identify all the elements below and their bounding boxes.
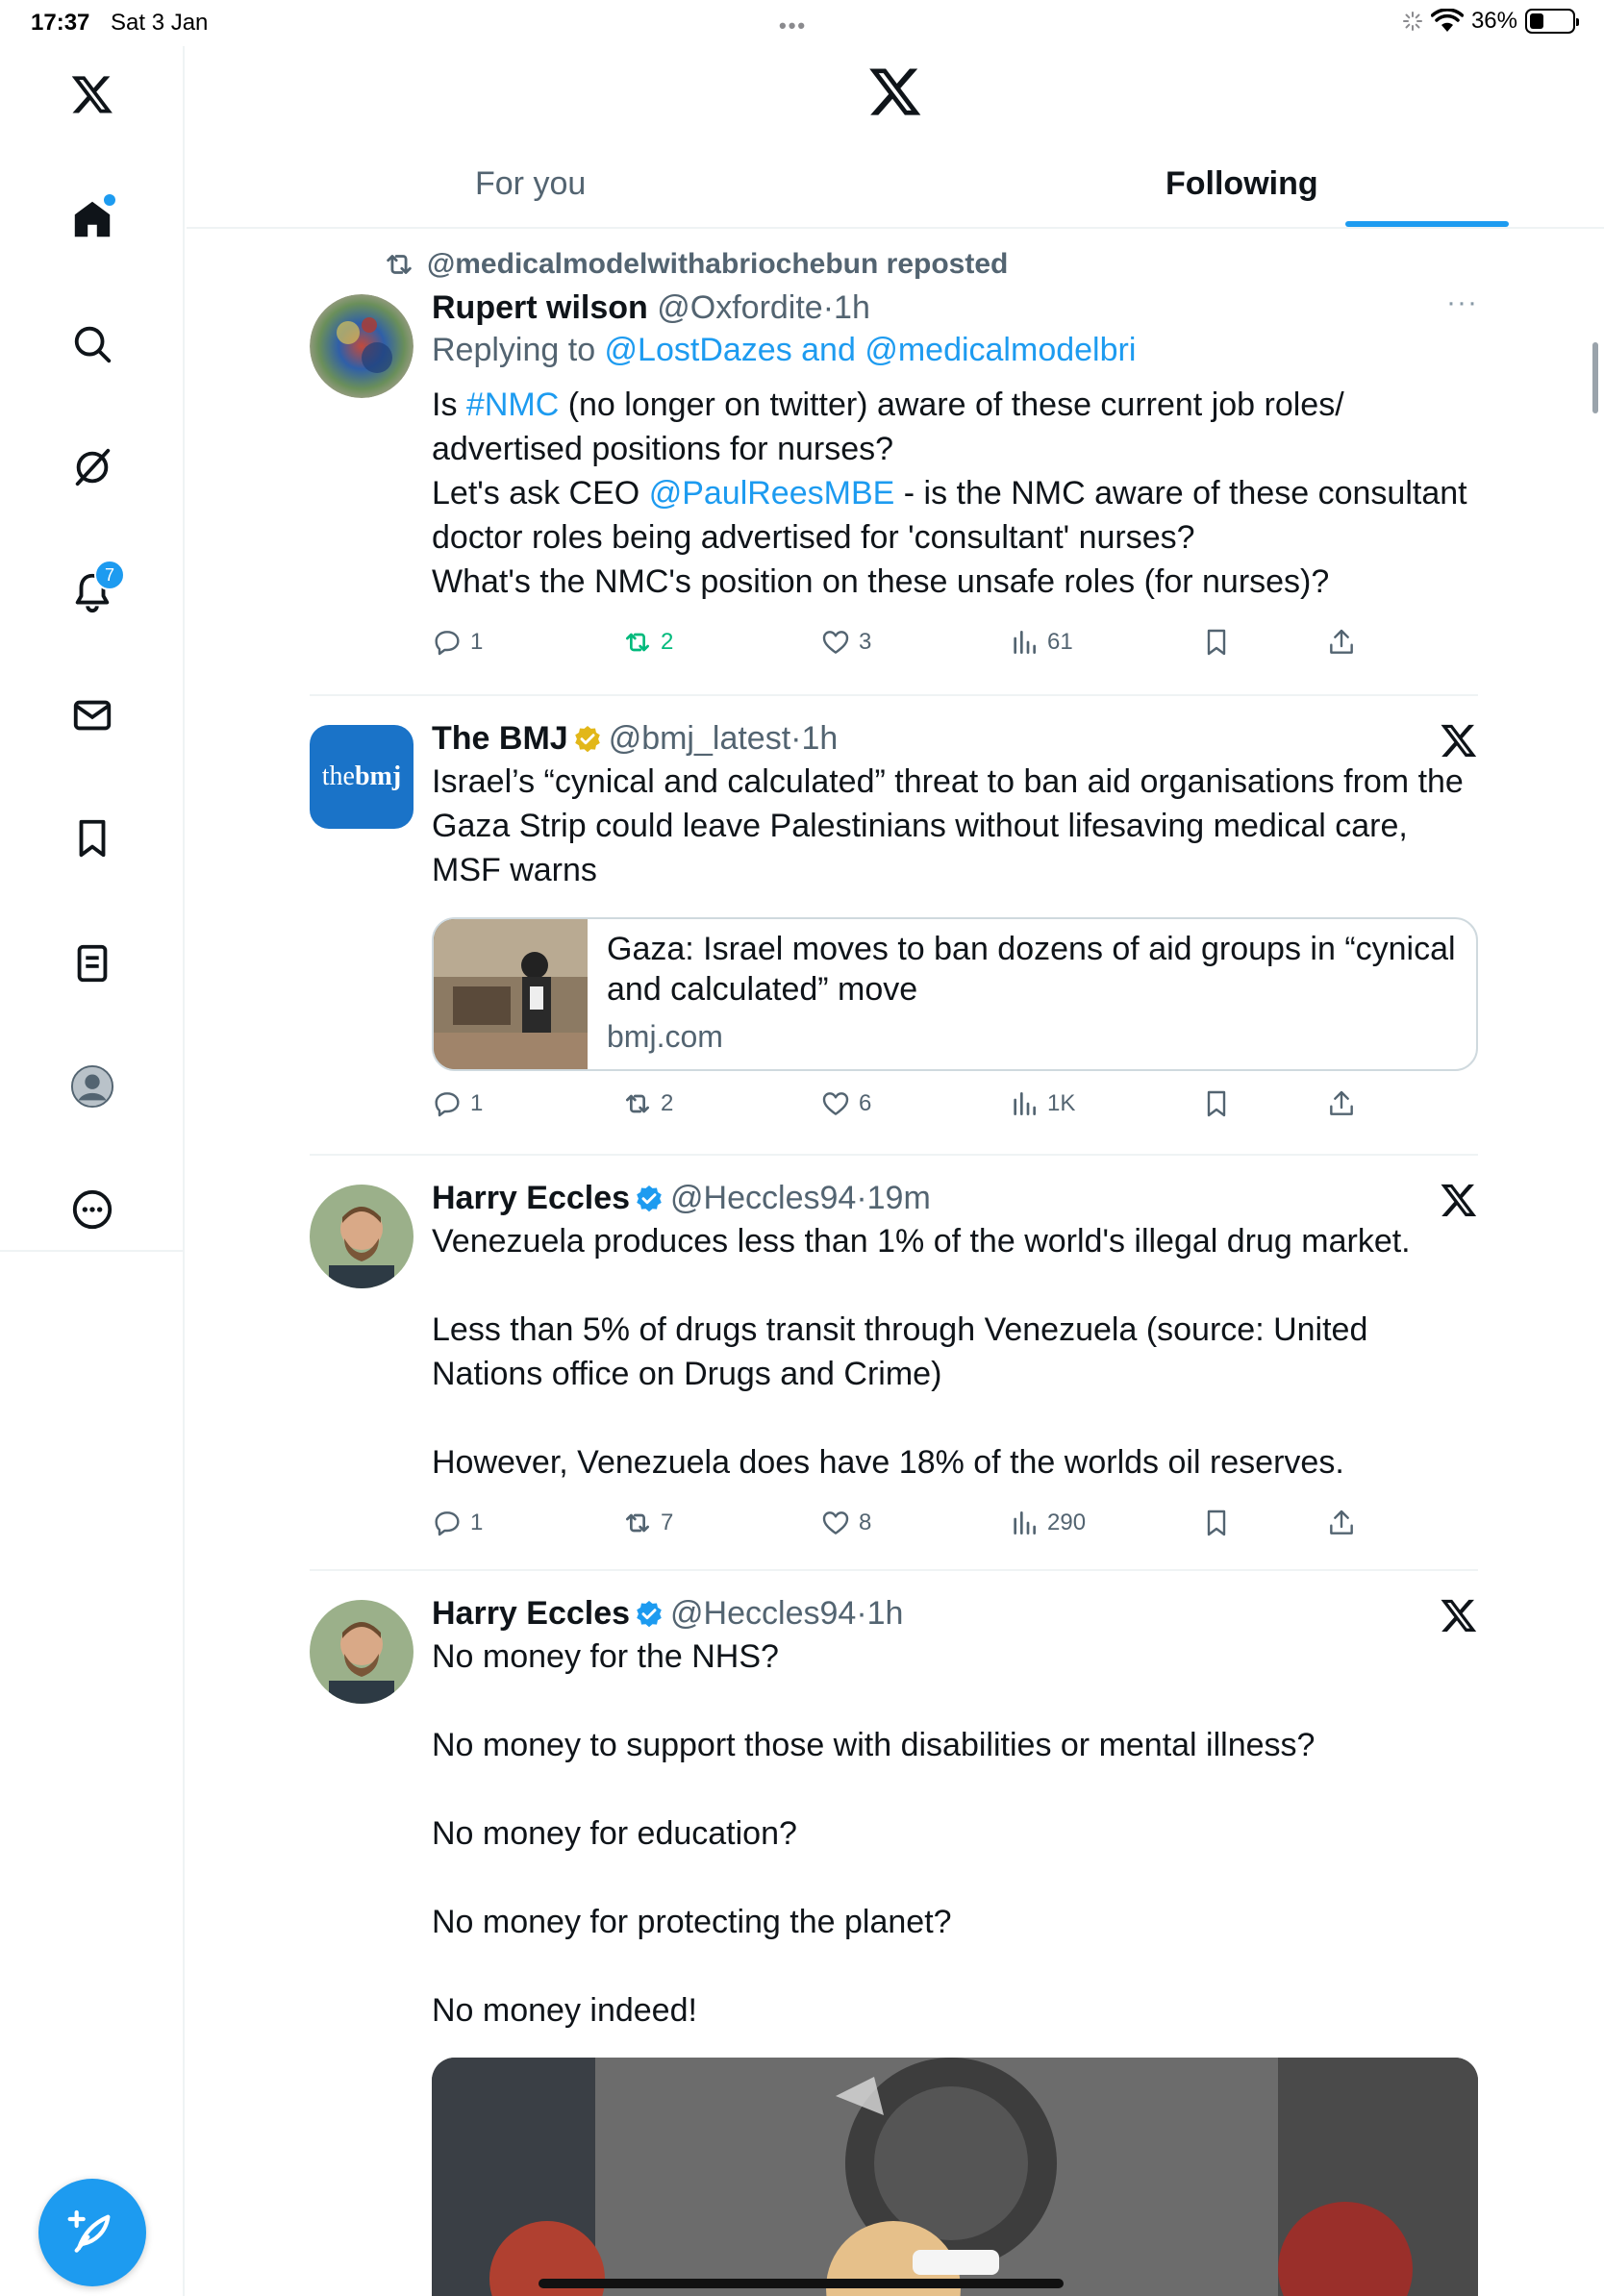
like-button[interactable] <box>820 1508 871 1538</box>
reply-count: 1 <box>470 629 484 655</box>
activity-spinner-icon <box>1402 11 1423 32</box>
tweet-text: Israel’s “cynical and calculated” threat to ban aid organisations from the Gaza Strip could leave Palestinians without lifesaving medical care, MSF warns <box>432 763 1473 888</box>
reply-button[interactable] <box>432 627 483 658</box>
post-time[interactable]: 1h <box>801 720 839 757</box>
logo-word-bmj: bmj <box>354 761 402 791</box>
text-segment: - is the NMC aware of these consultant doctor roles being advertised for 'consultant' nurses? What's the NMC's position on these unsafe roles (for nurses)? <box>432 475 1467 600</box>
tab-for-you[interactable]: For you <box>475 165 587 202</box>
repost-icon <box>383 248 415 281</box>
status-date: Sat 3 Jan <box>111 10 209 36</box>
home-unread-dot <box>104 194 115 206</box>
view-count: 61 <box>1047 629 1073 655</box>
reply-icon <box>432 1088 463 1119</box>
dot-separator: · <box>856 1595 867 1632</box>
mention-link[interactable]: @PaulReesMBE <box>648 475 895 512</box>
repost-button[interactable] <box>622 627 673 658</box>
logo-word-the: the <box>321 761 355 791</box>
status-time: 17:37 <box>31 10 90 36</box>
views-button[interactable] <box>1009 1088 1075 1119</box>
tweet-divider <box>310 1569 1478 1571</box>
more-options-icon[interactable]: ··· <box>1446 287 1478 318</box>
sidebar-item-bookmarks[interactable] <box>65 811 119 865</box>
share-icon <box>1326 1088 1357 1119</box>
reply-count: 1 <box>470 1090 484 1116</box>
views-chart-icon <box>1009 1508 1040 1538</box>
repost-indicator[interactable] <box>383 248 1008 281</box>
gold-verified-icon <box>572 724 603 755</box>
like-count: 8 <box>859 1510 872 1535</box>
tweet-header <box>432 287 1478 329</box>
mail-icon <box>70 693 114 737</box>
sidebar-item-home[interactable] <box>65 192 119 246</box>
tweet-divider <box>310 1154 1478 1156</box>
home-indicator[interactable] <box>539 2279 1064 2288</box>
reply-button[interactable] <box>432 1088 483 1119</box>
reply-count: 1 <box>470 1510 484 1535</box>
x-grok-icon[interactable] <box>1440 721 1478 760</box>
like-button[interactable] <box>820 1088 871 1119</box>
sidebar-item-lists[interactable] <box>65 936 119 990</box>
share-button[interactable] <box>1326 1088 1357 1119</box>
share-icon <box>1326 1508 1357 1538</box>
x-logo-icon[interactable] <box>65 67 119 121</box>
status-indicators <box>1402 8 1575 35</box>
post-time[interactable]: 19m <box>866 1180 931 1216</box>
views-button[interactable] <box>1009 1508 1086 1538</box>
view-count: 290 <box>1047 1510 1087 1535</box>
tweet-header <box>432 1592 1478 1635</box>
repost-count: 2 <box>661 629 674 655</box>
sidebar-item-messages[interactable] <box>65 688 119 742</box>
reply-context <box>432 329 1478 371</box>
view-count: 1K <box>1047 1090 1076 1116</box>
repost-icon <box>622 1088 653 1119</box>
avatar[interactable] <box>310 294 414 398</box>
sidebar-item-profile[interactable] <box>65 1060 119 1113</box>
active-tab-indicator <box>1345 221 1509 227</box>
sidebar-item-grok[interactable] <box>65 440 119 494</box>
avatar-logo-text <box>322 761 401 792</box>
tweet-actions <box>432 1088 1355 1131</box>
feather-plus-icon <box>65 2206 119 2259</box>
heart-icon <box>820 1508 851 1538</box>
bookmark-icon <box>70 816 114 861</box>
like-count: 6 <box>859 1090 872 1116</box>
tweet-actions <box>432 1508 1355 1550</box>
share-icon <box>1326 627 1357 658</box>
author-handle[interactable]: @bmj_latest <box>608 720 791 757</box>
dot-separator: · <box>822 289 835 326</box>
profile-avatar-icon <box>70 1064 114 1109</box>
timeline-tabs <box>187 144 1604 229</box>
reply-prefix: Replying to <box>432 332 605 368</box>
reply-icon <box>432 1508 463 1538</box>
sidebar-item-search[interactable] <box>65 317 119 371</box>
link-card-title: Gaza: Israel moves to ban dozens of aid groups in “cynical and calculated” move <box>607 931 1456 1008</box>
wifi-icon <box>1431 9 1464 34</box>
reply-icon <box>432 627 463 658</box>
link-card-image <box>434 919 588 1071</box>
link-card[interactable] <box>432 917 1478 1071</box>
battery-percent: 36% <box>1470 8 1517 34</box>
post-time[interactable]: 1h <box>834 289 870 326</box>
tweet[interactable] <box>310 1592 1478 2296</box>
more-circle-icon <box>70 1187 114 1232</box>
bookmark-icon <box>1201 627 1232 658</box>
sidebar-item-more[interactable] <box>65 1183 119 1236</box>
compose-post-button[interactable] <box>38 2179 146 2286</box>
bookmark-button[interactable] <box>1201 627 1232 658</box>
text-segment: Is <box>432 387 466 423</box>
sidebar-divider <box>0 1250 185 1252</box>
tweet-text: Venezuela produces less than 1% of the world's illegal drug market. Less than 5% of drugs transit through Venezuela (source: United Nations office on Drugs and Crime) However, Venezuela does have 18% of the worlds oil reserves. <box>432 1223 1411 1481</box>
bookmark-button[interactable] <box>1201 1088 1232 1119</box>
author-name[interactable]: Rupert wilson <box>432 289 648 326</box>
tweet-header <box>432 1177 1478 1219</box>
repost-count: 2 <box>661 1090 674 1116</box>
bookmark-button[interactable] <box>1201 1508 1232 1538</box>
like-count: 3 <box>859 629 872 655</box>
sidebar-item-notifications[interactable] <box>65 565 119 619</box>
repost-button[interactable] <box>622 1088 673 1119</box>
tweet-header <box>432 717 1478 760</box>
share-button[interactable] <box>1326 627 1357 658</box>
views-button[interactable] <box>1009 627 1073 658</box>
reply-button[interactable] <box>432 1508 483 1538</box>
tweet[interactable] <box>310 717 1478 1140</box>
views-chart-icon <box>1009 627 1040 658</box>
repost-icon <box>622 1508 653 1538</box>
repost-icon <box>622 627 653 658</box>
tweet-text <box>432 383 1478 604</box>
multitasking-dots-icon[interactable]: ••• <box>779 13 808 37</box>
share-button[interactable] <box>1326 1508 1357 1538</box>
tweet-text: No money for the NHS? No money to support those with disabilities or mental illness? No money for education? No money for protecting the planet? No money indeed! <box>432 1638 1316 2029</box>
tweet-divider <box>310 694 1478 696</box>
text-segment: (no longer on twitter) aware of these current job roles/ advertised positions for nurses? Let's ask CEO <box>432 387 1344 512</box>
tab-following[interactable]: Following <box>1165 165 1318 202</box>
heart-icon <box>820 1088 851 1119</box>
author-handle[interactable]: @Oxfordite <box>657 289 823 326</box>
like-button[interactable] <box>820 627 871 658</box>
author-handle[interactable]: @Heccles94 <box>670 1595 857 1632</box>
sidebar-nav <box>0 46 185 2296</box>
grok-icon <box>70 445 114 489</box>
link-card-domain: bmj.com <box>607 1019 723 1054</box>
tweet-actions <box>432 627 1355 669</box>
avatar[interactable] <box>310 1185 414 1288</box>
search-icon <box>70 322 114 366</box>
repost-button[interactable] <box>622 1508 673 1538</box>
x-header-logo-icon[interactable] <box>867 63 923 119</box>
list-icon <box>70 941 114 986</box>
x-grok-icon[interactable] <box>1440 1596 1478 1635</box>
repost-count: 7 <box>661 1510 674 1535</box>
author-handle[interactable]: @Heccles94 <box>670 1180 857 1216</box>
tweet[interactable] <box>310 287 1478 690</box>
bookmark-icon <box>1201 1508 1232 1538</box>
views-chart-icon <box>1009 1088 1040 1119</box>
notifications-badge: 7 <box>94 560 125 590</box>
status-bar <box>0 0 1604 46</box>
author-name[interactable]: Harry Eccles <box>432 1595 631 1632</box>
author-name[interactable]: The BMJ <box>432 720 568 757</box>
tweet[interactable] <box>310 1177 1478 1571</box>
x-grok-icon[interactable] <box>1440 1181 1478 1219</box>
bookmark-icon <box>1201 1088 1232 1119</box>
avatar[interactable] <box>310 725 414 829</box>
avatar[interactable] <box>310 1600 414 1704</box>
blue-verified-icon <box>634 1599 664 1630</box>
repost-label: @medicalmodelwithabriochebun reposted <box>427 248 1009 280</box>
blue-verified-icon <box>634 1184 664 1214</box>
heart-icon <box>820 627 851 658</box>
battery-icon <box>1525 9 1575 34</box>
hashtag-link[interactable]: #NMC <box>465 387 560 423</box>
dot-separator: · <box>856 1180 867 1216</box>
tweet-media-image[interactable] <box>432 2058 1478 2296</box>
post-time[interactable]: 1h <box>866 1595 904 1632</box>
author-name[interactable]: Harry Eccles <box>432 1180 631 1216</box>
reply-to-link[interactable]: @LostDazes and @medicalmodelbri <box>604 332 1137 368</box>
dot-separator: · <box>790 720 802 757</box>
scrollbar-thumb[interactable] <box>1592 342 1598 413</box>
